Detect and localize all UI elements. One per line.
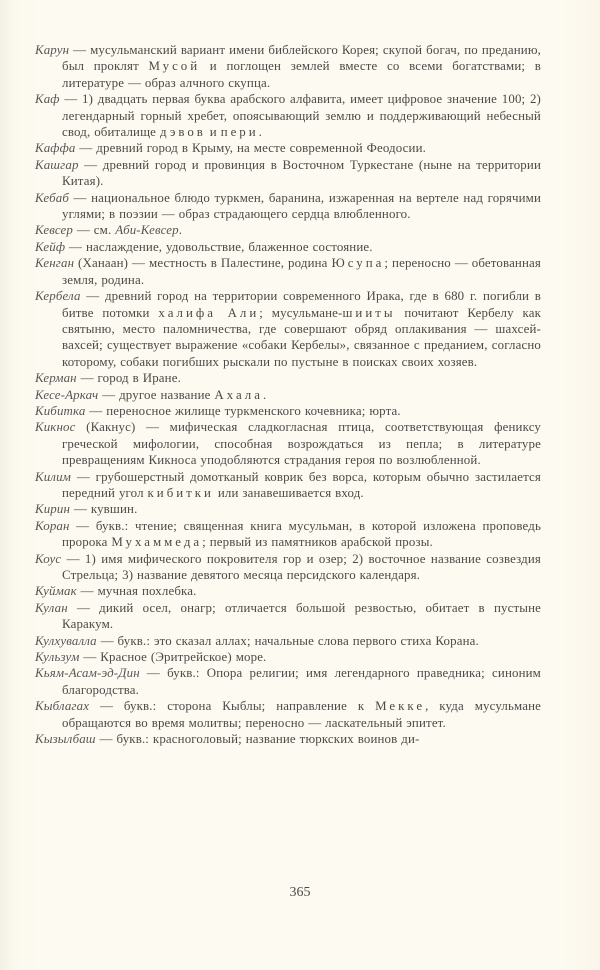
spaced-name: дэвов — [159, 125, 206, 140]
glossary-entry-kaffa: Каффа — древний город в Крыму, на месте современной Феодосии. — [35, 141, 427, 156]
glossary-entry-kous: Коус — 1) имя мифического покровителя гор и озер; 2) восточное название созвездия Стрельца; 3) название девятого месяца персидского календаря. — [35, 551, 541, 582]
glossary-entry-karun: Карун — мусульманский вариант имени библейского Корея; скупой богач, по преданию, был проклят Мусой и поглощен землей вместе со всеми богатствами; в литературе — образ алчного скупца. — [35, 43, 542, 90]
glossary-entry-kulhuvalla: Кулхувалла — букв.: это сказал аллах; начальные слова первого стиха Корана. — [35, 633, 479, 648]
entry-term: Коран — [35, 518, 70, 533]
glossary-entry-kengan: Кенган (Ханаан) — местность в Палестине, родина Юсупа; переносно — обетованная земля, родина. — [35, 256, 541, 287]
entry-term: Кирин — [35, 502, 71, 517]
glossary-entry-kebab: Кебаб — национальное блюдо туркмен, баранина, изжаренная на вертеле над горячими углями; в поэзии — образ страдающего сердца влюбленного. — [35, 190, 542, 222]
entry-term: Кулхувалла — [35, 633, 97, 648]
glossary-entry-kyblagah: Кыблагах — букв.: сторона Кыблы; направление к Мекке, куда мусульмане обращаются во время молитвы; переносно — ласкательный эпитет. — [35, 699, 541, 730]
entry-term: Куймак — [35, 584, 77, 599]
entry-term: Каффа — [35, 141, 76, 156]
glossary-entry-kiknos: Кикнос (Какнус) — мифическая сладкогласная птица, соответствующая фениксу греческой мифологии, способная возрождаться из пепла; в литературе превращениям Кикноса уподобляются страдания героя по возлюбленной. — [35, 420, 541, 468]
glossary-entry-kerman: Керман — город в Иране. — [35, 371, 181, 386]
entry-term: Кулан — [35, 600, 68, 615]
spaced-name: Мухаммеда — [111, 535, 203, 550]
entry-term: Кикнос — [35, 420, 76, 435]
glossary-page — [35, 42, 541, 747]
spaced-name: Юсупа — [331, 256, 385, 271]
spaced-name: Мекке — [375, 699, 426, 714]
glossary-entry-kashgar: Кашгар — древний город и провинция в Восточном Туркестане (ныне на территории Китая). — [35, 157, 542, 189]
spaced-name: шииты — [342, 305, 396, 320]
glossary-entry-kese-arkach: Кесе-Аркач — другое название Ахала. — [35, 387, 267, 402]
page-number: 365 — [289, 885, 311, 900]
glossary-entry-kuimak: Куймак — мучная похлебка. — [35, 584, 197, 599]
spaced-name: Мусой — [148, 59, 201, 74]
glossary-entry-kirin: Кирин — кувшин. — [35, 502, 138, 517]
glossary-entry-koran: Коран — букв.: чтение; священная книга мусульман, в которой изложена проповедь пророка Мухаммеда; первый из памятников арабской прозы. — [35, 518, 541, 550]
entry-term: Кибитка — [35, 403, 86, 418]
entry-term: Керман — [35, 371, 77, 386]
spaced-name: Ахала — [214, 387, 263, 402]
entry-term: Кевсер — [35, 223, 74, 238]
entry-term: Кульзум — [35, 650, 80, 665]
spaced-name: халифа Али — [158, 305, 260, 320]
entry-term: Кьям-Асам-эд-Дин — [35, 666, 140, 681]
glossary-entry-kerbela: Кербела — древний город на территории современного Ирака, где в 680 г. погибли в битве потомки халифа Али; мусульмане-шииты почитают Кербелу как святыню, место паломничества, где совершают обряд оплакивания — шахсей-вахсей; существует выражение «собаки Кербелы», связанное с преданием, согласно которому, собаки погибших рыскали по пустыне в поисках своих хозяев. — [35, 289, 541, 369]
spaced-name: кибитки — [147, 485, 214, 500]
entry-term: Кызылбаш — [35, 732, 96, 747]
entry-term: Кебаб — [35, 190, 69, 205]
glossary-entry-kyzylbash: Кызылбаш — букв.: красноголовый; название тюркских воинов ди- — [35, 732, 420, 747]
entry-term: Кесе-Аркач — [35, 387, 99, 402]
glossary-entry-kaf: Каф — 1) двадцать первая буква арабского алфавита, имеет цифровое значение 100; 2) легендарный горный хребет, опоясывающий землю и поддерживающий небесный свод, обиталище дэвов и пери. — [35, 92, 542, 140]
entry-term: Кенган — [35, 256, 75, 271]
glossary-entry-kevser: Кевсер — см. Аби-Кевсер. — [35, 223, 183, 238]
glossary-entry-kibitka: Кибитка — переносное жилище туркменского кочевника; юрта. — [35, 403, 401, 418]
glossary-entry-kyam-asam-ed-din: Кьям-Асам-эд-Дин — букв.: Опора религии; имя легендарного праведника; синоним благородства. — [35, 666, 541, 697]
entry-term: Каф — [35, 92, 60, 107]
glossary-entry-kilim: Килим — грубошерстный домотканый коврик без ворса, которым обычно застилается передний угол кибитки или занавешивается вход. — [35, 469, 541, 500]
glossary-entry-kulzum: Кульзум — Красное (Эритрейское) море. — [35, 650, 267, 665]
entry-term: Кыблагах — [35, 699, 90, 714]
entry-term: Кербела — [35, 289, 81, 304]
entry-term: Кашгар — [35, 157, 79, 172]
spaced-name: пери — [220, 125, 259, 140]
entry-term: Коус — [35, 551, 62, 566]
cross-reference: Аби-Кевсер — [115, 223, 179, 238]
glossary-entry-keif: Кейф — наслаждение, удовольствие, блаженное состояние. — [35, 239, 373, 254]
entry-term: Килим — [35, 469, 72, 484]
glossary-entry-kulan: Кулан — дикий осел, онагр; отличается большой резвостью, обитает в пустыне Каракум. — [35, 600, 541, 632]
entry-term: Кейф — [35, 239, 66, 254]
entry-term: Карун — [35, 43, 70, 57]
